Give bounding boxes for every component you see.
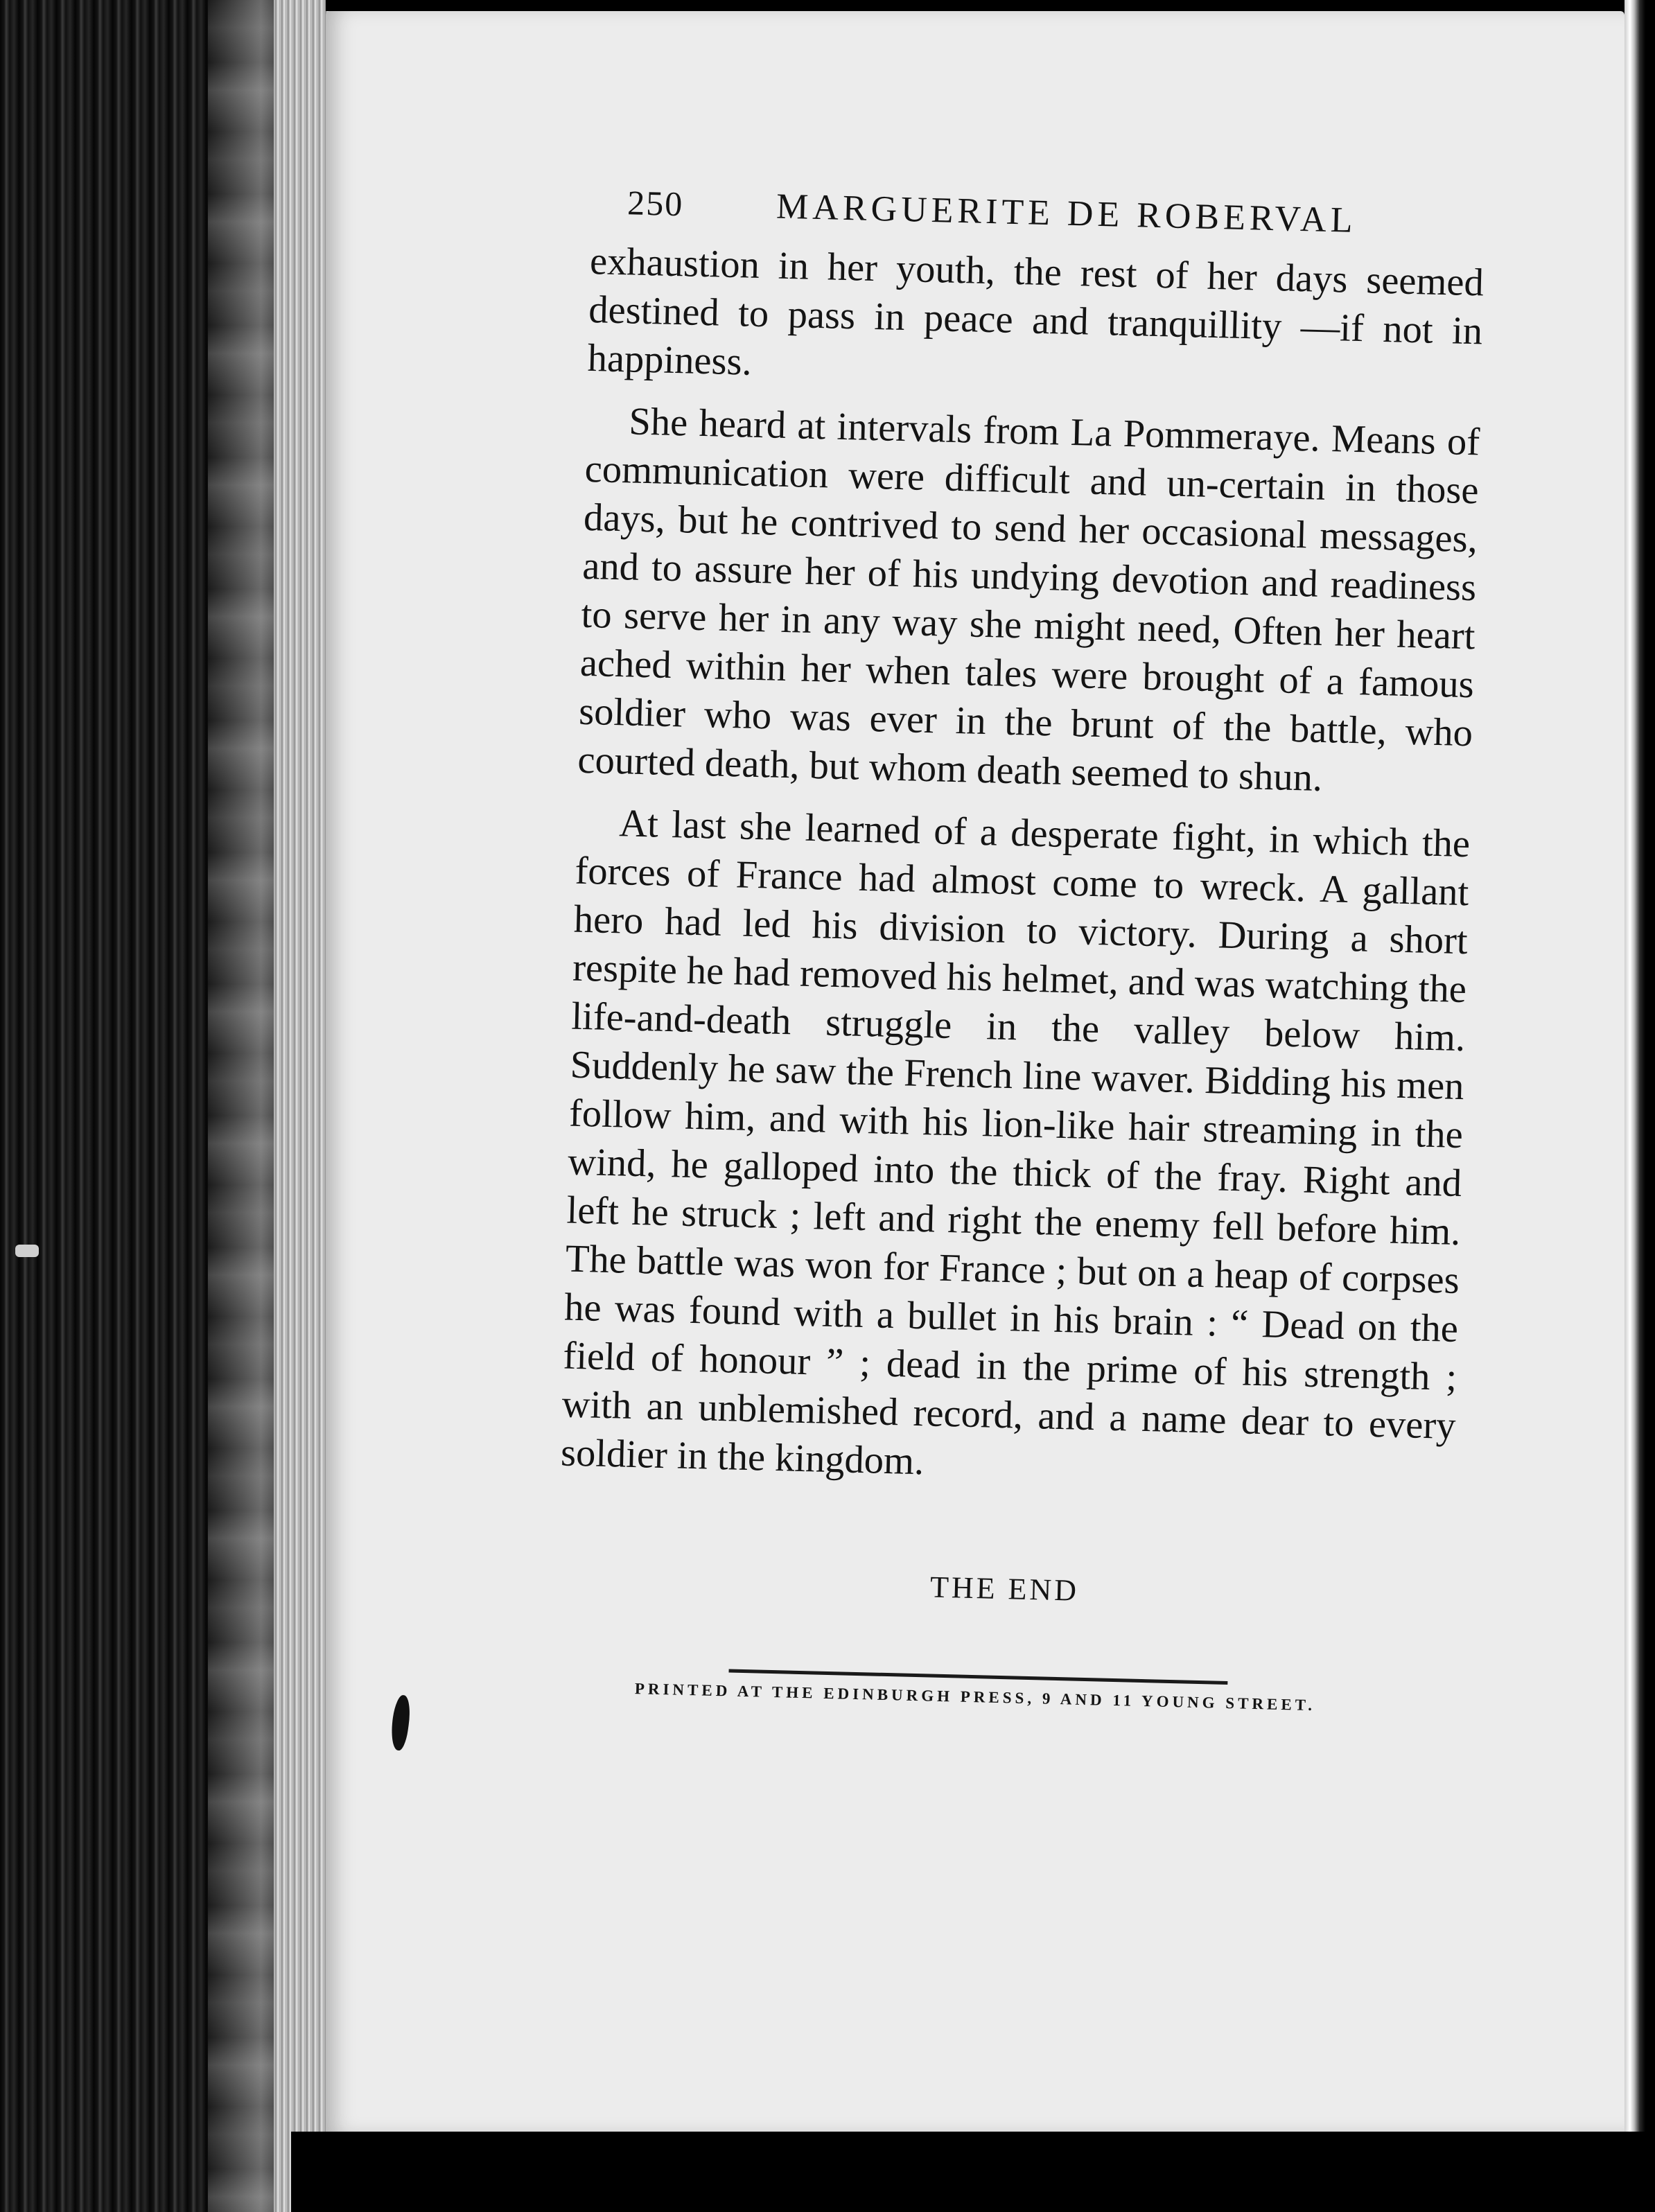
scan-bottom-border bbox=[291, 2132, 1655, 2212]
page-number: 250 bbox=[627, 183, 684, 224]
scan-top-border bbox=[326, 0, 1655, 11]
page-right-edge bbox=[1625, 0, 1655, 2212]
scanner-edge-mark bbox=[15, 1245, 39, 1257]
paragraph-1: exhaustion in her youth, the rest of her days seemed destined to pass in peace and tranquillity —if not in happiness. bbox=[587, 239, 1485, 384]
imprint-rule bbox=[728, 1669, 1227, 1685]
printer-imprint: PRINTED AT THE EDINBURGH PRESS, 9 AND 11 YOUNG STREET. bbox=[634, 1680, 1316, 1714]
paragraph-2: She heard at intervals from La Pommeraye. Means of communication were difficult and un-certain in those days, but he contrived to send her occasional messages, and to assure her of his undying devotion and readiness to serve her in any way she might need, Often her heart ached within her when tales were brought of a famous soldier who was ever in the brunt of the battle, who courted death, but whom death seemed to shun. bbox=[577, 400, 1480, 800]
the-end: THE END bbox=[929, 1570, 1080, 1608]
text-block bbox=[555, 182, 1486, 1718]
paragraph-3: At last she learned of a desperate fight, in which the forces of France had almost come to wreck. A gallant hero had led his division to victory. During a short respite he had removed his helmet, and was watching the life-and-death struggle in the valley below him. Suddenly he saw the French line waver. Bidding his men follow him, and with his lion-like hair streaming in the wind, he galloped into the thick of the fray. Right and left he struck ; left and right the enemy fell before him. The battle was won for France ; but on a heap of corpses he was found with a bullet in his brain : “ Dead on the field of honour ” ; dead in the prime of his strength ; with an unblemished record, and a name dear to every soldier in the kingdom. bbox=[560, 802, 1471, 1484]
running-title: MARGUERITE DE ROBERVAL bbox=[776, 186, 1358, 240]
